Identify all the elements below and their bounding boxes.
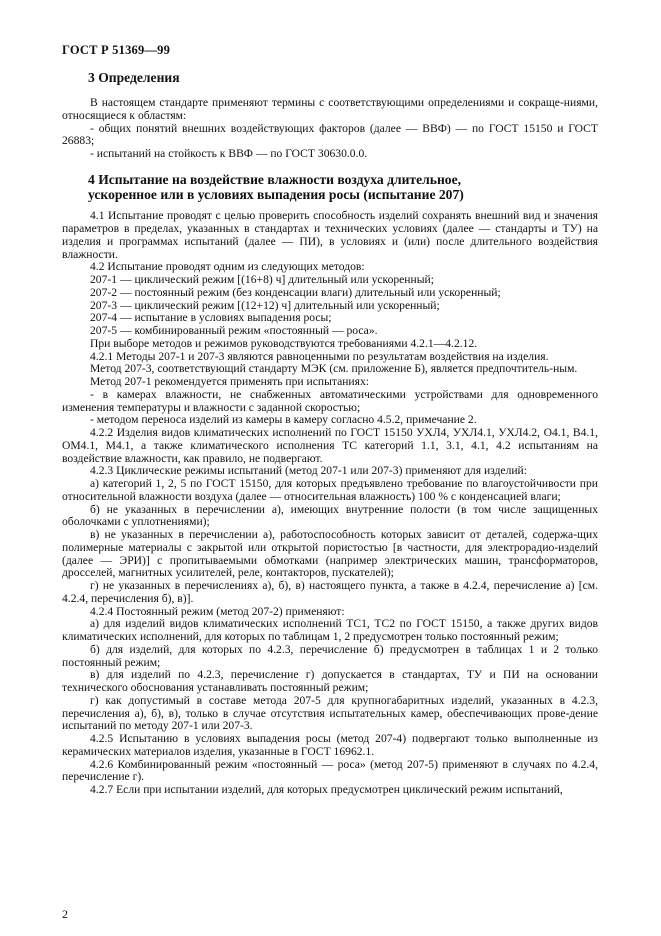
section-4-paragraph: При выборе методов и режимов руководствуются требованиями 4.2.1—4.2.12. [90,336,478,350]
section-3-paragraph: - общих понятий внешних воздействующих факторов (далее — ВВФ) — по ГОСТ 15150 и ГОСТ 26883; [62,121,598,148]
section-4-paragraph: 4.1 Испытание проводят с целью проверить способность изделий сохранять внешний вид и значения параметров в пределах, указанных в стандартах и технических условиях (далее — стандарты и ТУ) на изделия и программах испытаний (далее — ПИ), в условиях и (или) после длительного воздействия влажности. [62,209,598,261]
section-4-title-line: 4 Испытание на воздействие влажности воздуха длительное, [88,171,462,187]
section-4-paragraph: 4.2.3 Циклические режимы испытаний (метод 207-1 или 207-3) применяют для изделий: [90,464,527,478]
method-item: 207-2 — постоянный режим (без конденсации влаги) длительный или ускоренный; [90,285,501,299]
section-4-paragraph: 4.2.2 Изделия видов климатических исполнений по ГОСТ 15150 УХЛ4, УХЛ4.1, УХЛ4.2, О4.1, В4.1, ОМ4.1, М4.1, а также климатического исполнения ТС категорий 1.1, 3.1, 4.1, 4.2 испытаниям на воздействие влажности, как правило, не подвергают. [62,426,598,465]
section-3-paragraph: - испытаний на стойкость к ВВФ — по ГОСТ 30630.0.0. [90,147,368,160]
method-item: 207-4 — испытание в условиях выпадения росы; [90,311,332,325]
section-3-paragraph: В настоящем стандарте применяют термины с соответствующими определениями и сокраще-ниями, относящиеся к областям: [62,96,598,122]
method-item: 207-3 — циклический режим [(12+12) ч] длительный или ускоренный; [90,298,440,312]
section-4-paragraph: г) как допустимый в составе метода 207-5 для крупногабаритных изделий, указанных в 4.2.3, перечисления а), б), в), только в случае отсутствия испытательных камер, обеспечивающих прове-дение испытаний по методу 207-1 или 207-3. [62,693,598,733]
page-number: 2 [62,907,68,921]
section-4-paragraph: - в камерах влажности, не снабженных автоматическими устройствами для одновременного изменения температуры и влажности с заданной скоростью; [62,387,598,414]
method-item: 207-5 — комбинированный режим «постоянный — роса». [90,324,378,338]
section-4-paragraph: Метод 207-1 рекомендуется применять при испытаниях: [90,375,369,389]
section-4-paragraph: Метод 207-3, соответствующий стандарту МЭК (см. приложение Б), является предпочтитель-ным. [90,362,578,376]
section-4-paragraph: 4.2.6 Комбинированный режим «постоянный — роса» (метод 207-5) применяют в случаях по 4.2.4, перечисление г). [62,757,598,784]
section-4-paragraph: в) для изделий по 4.2.3, перечисление г) допускается в стандартах, ТУ и ПИ на основании технического обоснования устанавливать постоянный режим; [62,668,598,695]
section-4-paragraph: а) для изделий видов климатических исполнений ТС1, ТС2 по ГОСТ 15150, а также других видов климатических исполнений, для которых по таблицам 1, 2 предусмотрен только постоянный режим; [62,617,598,644]
section-4-paragraph: 4.2 Испытание проводят одним из следующих методов: [90,260,365,274]
page-content [62,70,598,797]
section-4-title [88,173,598,203]
section-3-title: 3 Определения [88,70,180,85]
section-4-paragraph: а) категорий 1, 2, 5 по ГОСТ 15150, для которых предъявлено требование по влагоустойчивости при относительной влажности воздуха (далее — относительная влажность) 100 % с конденсацией влаги; [62,477,598,503]
section-4-paragraph: б) для изделий, для которых по 4.2.3, перечисление б) предусмотрен в таблицах 1 и 2 только постоянный режим; [62,642,598,669]
section-4-paragraph: б) не указанных в перечислении а), имеющих внутренние полости (в том числе защищенных оболочками с уплотнениями); [62,502,598,529]
section-4-paragraph: в) не указанных в перечислении а), работоспособность которых зависит от деталей, содержа-щих полимерные материалы с закрытой или открытой пористостью [в частности, для электрорадио-изделий (далее — ЭРИ)] с пропитываемыми обмотками (например электрических машин, трансформаторов, дросселей, магнитных усилителей, реле, контакторов, пускателей); [62,528,598,580]
section-4-paragraph: - методом переноса изделий из камеры в камеру согласно 4.5.2, примечание 2. [90,413,477,427]
standard-header: ГОСТ Р 51369—99 [62,43,171,57]
section-4-paragraph: г) не указанных в перечислениях а), б), в) настоящего пункта, а также в 4.2.4, перечисление а) [см. 4.2.4, перечисления б), в)]. [62,579,598,605]
section-4-paragraph: 4.2.7 Если при испытании изделий, для которых предусмотрен циклический режим испытаний, [90,783,563,797]
method-item: 207-1 — циклический режим [(16+8) ч] длительный или ускоренный; [90,273,434,287]
section-4-paragraph: 4.2.4 Постоянный режим (метод 207-2) применяют: [90,604,345,618]
section-4-paragraph: 4.2.1 Методы 207-1 и 207-3 являются равноценными по результатам воздействия на изделия. [90,349,549,363]
section-4-title-line: ускоренное или в условиях выпадения росы (испытание 207) [88,186,464,202]
section-4-paragraph: 4.2.5 Испытанию в условиях выпадения росы (метод 207-4) подвергают только выполненные из керамических материалов изделия, указанные в ГОСТ 16962.1. [62,732,598,758]
